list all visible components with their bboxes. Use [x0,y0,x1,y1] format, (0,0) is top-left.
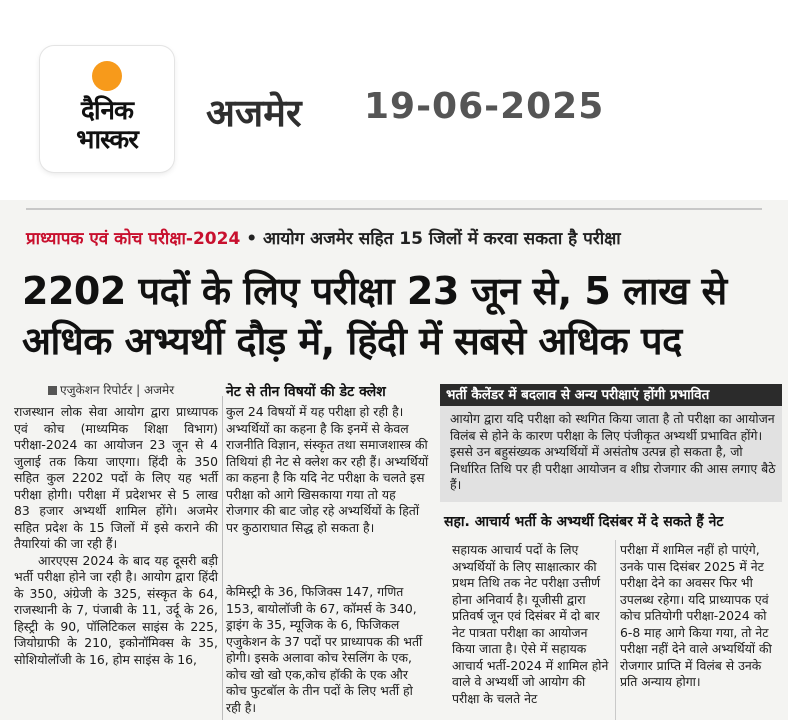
dainik-bhaskar-logo[interactable] [40,46,174,172]
box-heading: भर्ती कैलेंडर में बदलाव से अन्य परीक्षाएं होंगी प्रभावित [440,384,782,406]
reporter-icon [48,386,57,395]
kicker-line [26,226,766,249]
top-divider [26,208,762,210]
col1-paragraph1: राजस्थान लोक सेवा आयोग द्वारा प्राध्यापक एवं कोच (माध्यमिक शिक्षा विभाग) परीक्षा-2024 का आयोजन 23 जून से 4 जुलाई तक किया जाएगा। हिंदी के 350 सहित कुल 2202 पदों के लिए यह भर्ती परीक्षा होगी। परीक्षा में प्रदेशभर से 5 लाख 83 हजार अभ्यर्थी शामिल होंगे। अजमेर सहित प्रदेश के 15 जिलों में इसे कराने की तैयारियां की जा रही हैं। [14,404,218,551]
logo-text-line2: भास्कर [76,125,138,155]
kicker-dark: • आयोग अजमेर सहित 15 जिलों में करवा सकता है परीक्षा [246,229,621,249]
byline-text: एजुकेशन रिपोर्टर | अजमेर [60,383,175,397]
subhead-assistant-professor: सहा. आचार्य भर्ती के अभ्यर्थी दिसंबर में दे सकते हैं नेट [444,514,724,530]
byline [48,381,174,398]
col2-subhead: नेट से तीन विषयों की डेट क्लेश [226,384,386,400]
sun-icon [92,61,122,91]
edition-city: अजमेर [206,91,302,135]
headline-line1: 2202 पदों के लिए परीक्षा 23 जून से, 5 लाख से [22,269,727,313]
column-1 [14,404,218,668]
column-divider-2 [615,540,616,720]
col2-paragraph1: कुल 24 विषयों में यह परीक्षा हो रही है। अभ्यर्थियों का कहना है कि इनमें से केवल राजनीति विज्ञान, संस्कृत तथा समाजशास्त्र की तिथियां ही नेट से क्लेश कर रही हैं। अभ्यर्थियों का कहना है कि यदि नेट परीक्षा के चलते इस परीक्षा को आगे खिसकाया गया तो यह रोजगार की बाट जोह रहे अभ्यर्थियों के हितों पर कुठाराघात सिद्ध हो सकता है। [226,404,429,535]
headline [22,266,772,366]
headline-line2: अधिक अभ्यर्थी दौड़ में, हिंदी में सबसे अधिक पद [22,319,682,363]
kicker-red: प्राध्यापक एवं कोच परीक्षा-2024 [26,229,241,249]
column-5: परीक्षा में शामिल नहीं हो पाएंगे, उनके पास दिसंबर 2025 में नेट परीक्षा देने का अवसर फिर भी उपलब्ध रहेगा। यदि प्राध्यापक एवं कोच प्रतियोगी परीक्षा-2024 को 6-8 माह आगे किया गया, तो नेट परीक्षा नहीं देने वाले अभ्यर्थियों की रोजगार प्राप्ति में विलंब से उनके प्रति अन्याय होगा। [620,542,772,689]
column-divider [222,396,223,720]
col1-paragraph2: आरएएस 2024 के बाद यह दूसरी बड़ी भर्ती परीक्षा होने जा रही है। आयोग द्वारा हिंदी के 350, अंग्रेजी के 325, संस्कृत के 64, राजस्थानी के 7, पंजाबी के 11, उर्दू के 26, हिस्ट्री के 90, पॉलिटिकल साइंस के 225, जियोग्राफी के 210, इकोनॉमिक्स के 35, सोशियोलॉजी के 16, होम साइंस के 16, [14,552,218,667]
col2-paragraph2: केमिस्ट्री के 36, फिजिक्स 147, गणित 153, बायोलॉजी के 67, कॉमर्स के 340, ड्राइंग के 35, म्यूजिक के 6, फिजिकल एजुकेशन के 37 पदों पर प्राध्यापक की भर्ती होगी। इसके अलावा कोच रेसलिंग के एक, कोच खो खो एक,कोच हॉकी के एक और कोच फुटबॉल के तीन पदों के लिए भर्ती हो रही है। [226,584,423,715]
edition-date: 19-06-2025 [364,86,605,127]
column-4: सहायक आचार्य पदों के लिए अभ्यर्थियों के लिए साक्षात्कार की प्रथम तिथि तक नेट परीक्षा उत्तीर्ण होना अनिवार्य है। यूजीसी द्वारा प्रतिवर्ष जून एवं दिसंबर में दो बार नेट पात्रता परीक्षा का आयोजन किया जाता है। ऐसे में सहायक आचार्य भर्ती-2024 में शामिल होने वाले वे अभ्यर्थी जो आयोग की परीक्षा के चलते नेट [452,542,609,706]
header-bar [0,0,788,198]
logo-text-line1: दैनिक [81,96,133,126]
box-text: आयोग द्वारा यदि परीक्षा को स्थगित किया जाता है तो परीक्षा का आयोजन विलंब से होने के कारण परीक्षा के लिए पंजीकृत अभ्यर्थी प्रभावित होंगे। इससे उन बहुसंख्यक अभ्यर्थियों में असंतोष उत्पन्न हो सकता है, जो निर्धारित तिथि पर ही परीक्षा आयोजन व शीघ्र रोजगार की आस लगाए बैठे हैं। [450,411,776,492]
